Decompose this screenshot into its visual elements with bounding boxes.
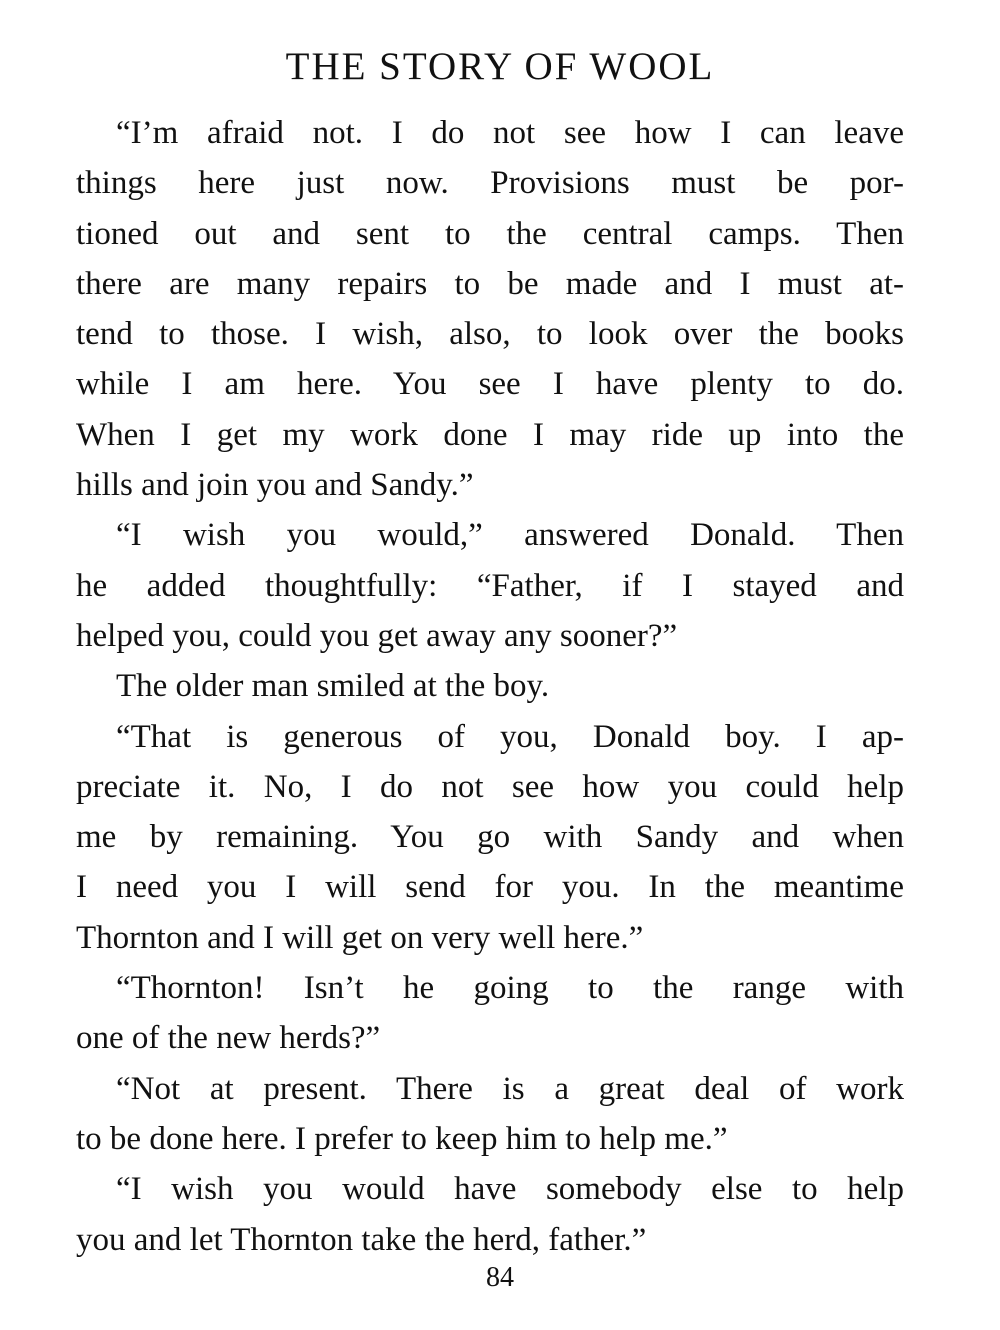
text-line: there are many repairs to be made and I must at- — [76, 265, 904, 302]
paragraph-3 — [76, 661, 904, 711]
text-line: tend to those. I wish, also, to look over the books — [76, 316, 904, 353]
text-line: hills and join you and Sandy.” — [76, 467, 474, 504]
text-line: Thornton and I will get on very well here.” — [76, 919, 644, 956]
text-line: one of the new herds?” — [76, 1020, 381, 1057]
text-line: The older man smiled at the boy. — [116, 668, 550, 705]
text-line: When I get my work done I may ride up into the — [76, 416, 904, 453]
text-line: tioned out and sent to the central camps. Then — [76, 215, 904, 252]
paragraph-5 — [76, 963, 904, 1064]
text-line: preciate it. No, I do not see how you could help — [76, 768, 904, 805]
text-line: you and let Thornton take the herd, father.” — [76, 1221, 647, 1258]
text-line: me by remaining. You go with Sandy and when — [76, 819, 904, 856]
paragraph-2 — [76, 510, 904, 661]
text-line: “Not at present. There is a great deal of work — [116, 1070, 904, 1107]
text-line: “Thornton! Isn’t he going to the range with — [116, 970, 904, 1007]
text-line: “I’m afraid not. I do not see how I can leave — [116, 115, 904, 151]
page-number: 84 — [486, 1262, 514, 1293]
text-line: helped you, could you get away any sooner?” — [76, 617, 678, 654]
paragraph-7 — [76, 1164, 904, 1265]
running-head: THE STORY OF WOOL — [285, 45, 715, 88]
paragraph-4 — [76, 712, 904, 963]
text-line: “That is generous of you, Donald boy. I ap- — [116, 718, 904, 755]
text-line: to be done here. I prefer to keep him to help me.” — [76, 1120, 728, 1157]
text-line: “I wish you would,” answered Donald. Then — [116, 517, 904, 554]
text-line: he added thoughtfully: “Father, if I stayed and — [76, 567, 904, 604]
paragraph-6 — [76, 1064, 904, 1165]
text-line: I need you I will send for you. In the meantime — [76, 869, 904, 906]
text-line: things here just now. Provisions must be por- — [76, 165, 904, 202]
body-text — [76, 108, 904, 1265]
paragraph-1 — [76, 108, 904, 510]
text-line: while I am here. You see I have plenty to do. — [76, 366, 904, 403]
text-line: “I wish you would have somebody else to help — [116, 1171, 904, 1208]
